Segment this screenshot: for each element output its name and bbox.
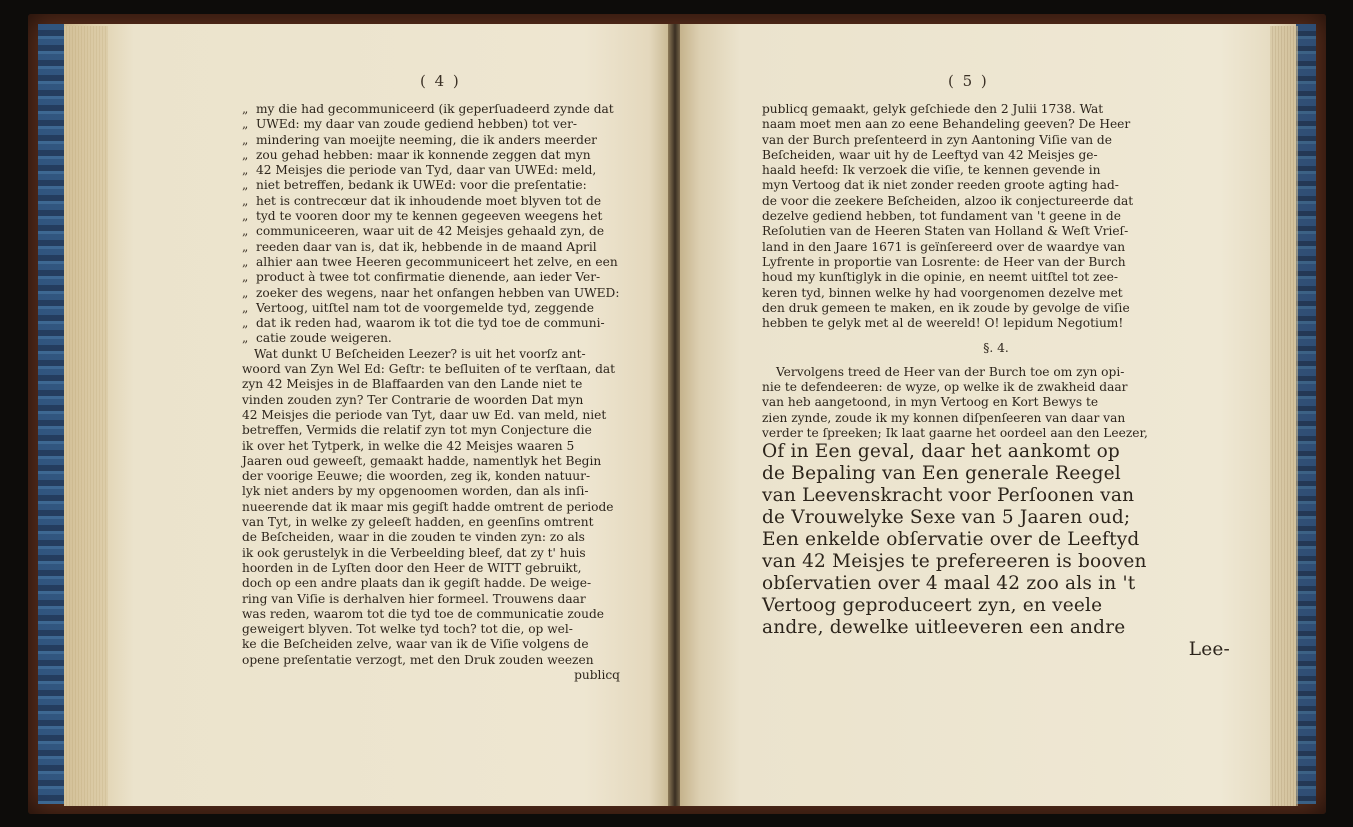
- text-line: haald heefd: Ik verzoek die viſie, te kennen gevende in: [762, 163, 1101, 178]
- quote-mark: „: [242, 270, 249, 285]
- text-line: [242, 607, 620, 622]
- quote-mark: „: [242, 285, 249, 300]
- text-line: [242, 331, 620, 346]
- quote-mark: „: [242, 163, 249, 178]
- line-text: publicq: [574, 667, 620, 682]
- text-line: keren tyd, binnen welke hy had voorgenomen dezelve met: [762, 285, 1123, 300]
- text-line: dezelve gediend hebben, tot fundament van 't geene in de: [762, 209, 1121, 224]
- text-line: de Vrouwelyke Sexe van 5 Jaaren oud;: [762, 507, 1131, 529]
- line-text: ring van Viſie is derhalven hier formeel. Trouwens daar: [242, 591, 586, 606]
- text-line: [242, 561, 620, 576]
- text-line: van der Burch preſenteerd in zyn Aantoning Viſie van de: [762, 132, 1112, 147]
- line-text: was reden, waarom tot die tyd toe de communicatie zoude: [242, 606, 604, 621]
- text-line: [242, 469, 620, 484]
- text-line: zien zynde, zoude ik my konnen diſpenſeeren van daar van: [762, 410, 1126, 425]
- quote-mark: „: [242, 147, 249, 162]
- line-text: communiceeren, waar uit de 42 Meisjes gehaald zyn, de: [256, 224, 605, 239]
- text-line: [242, 209, 620, 224]
- left-page-text: [242, 102, 620, 683]
- text-line: publicq gemaakt, gelyk geſchiede den 2 Julii 1738. Wat: [762, 102, 1104, 116]
- line-text: betreffen, Vermids die relatif zyn tot myn Conjecture die: [242, 423, 592, 438]
- quote-mark: „: [242, 239, 249, 254]
- line-text: Jaaren oud geweeſt, gemaakt hadde, namentlyk het Begin: [242, 453, 602, 468]
- catchword: Lee-: [1188, 639, 1230, 661]
- text-line: houd my kunſtiglyk in die opinie, en neemt uitſtel tot zee-: [762, 270, 1118, 285]
- line-text: vinden zouden zyn? Ter Contrarie de woorden Dat myn: [242, 392, 584, 407]
- text-line: [242, 454, 620, 469]
- line-text: my die had gecommuniceerd (ik geperſuadeerd zynde dat: [256, 102, 614, 116]
- text-line: [242, 148, 620, 163]
- line-text: nueerende dat ik maar mis gegiſt hadde omtrent de periode: [242, 499, 614, 514]
- left-page: [64, 24, 670, 806]
- text-line: [242, 163, 620, 178]
- text-line: hebben te gelyk met al de weereld! O! lepidum Negotium!: [762, 316, 1124, 331]
- line-text: catie zoude weigeren.: [256, 331, 392, 346]
- text-line: [242, 270, 620, 285]
- quote-mark: „: [242, 224, 249, 239]
- page-edges-left: [64, 26, 108, 806]
- line-text: dat ik reden had, waarom ik tot die tyd toe de communi-: [256, 316, 605, 331]
- text-line: van Leevenskracht voor Perſoonen van: [762, 485, 1135, 507]
- paragraph: [762, 365, 1230, 441]
- line-text: van Tyt, in welke zy geleeſt hadden, en geenſins omtrent: [242, 515, 594, 530]
- text-line: de Bepaling van Een generale Reegel: [762, 463, 1121, 485]
- text-line: Reſolutien van de Heeren Staten van Holland & Weſt Vrieſ-: [762, 224, 1129, 239]
- paragraph: [762, 102, 1230, 331]
- quote-mark: „: [242, 331, 249, 346]
- line-text: ik over het Tytperk, in welke die 42 Meisjes waaren 5: [242, 438, 575, 453]
- large-type-paragraph: [762, 441, 1230, 639]
- text-line: [242, 500, 620, 515]
- text-line: [242, 592, 620, 607]
- text-line: [242, 393, 620, 408]
- text-line: Een enkelde obſervatie over de Leeftyd: [762, 529, 1140, 551]
- text-line: [242, 194, 620, 209]
- text-line: land in den Jaare 1671 is geïnſereerd over de waardye van: [762, 239, 1126, 254]
- text-line: [242, 423, 620, 438]
- line-text: UWEd: my daar van zoude gediend hebben) tot ver-: [256, 117, 578, 132]
- quote-mark: „: [242, 300, 249, 315]
- text-line: obſervatien over 4 maal 42 zoo als in 't: [762, 573, 1136, 595]
- line-text: de Beſcheiden, waar in die zouden te vinden zyn: zo als: [242, 530, 585, 545]
- quote-mark: „: [242, 254, 249, 269]
- text-line: [242, 224, 620, 239]
- text-line: [242, 117, 620, 132]
- text-line: [242, 622, 620, 637]
- line-text: niet betreffen, bedank ik UWEd: voor die preſentatie:: [256, 178, 587, 193]
- text-line: [242, 408, 620, 423]
- line-text: zou gehad hebben: maar ik konnende zeggen dat myn: [256, 147, 591, 162]
- quote-mark: „: [242, 209, 249, 224]
- line-text: doch op een andre plaats dan ik gegiſt hadde. De weige-: [242, 576, 592, 591]
- text-line: nie te defendeeren: de wyze, op welke ik de zwakheid daar: [762, 380, 1128, 395]
- text-line: Vervolgens treed de Heer van der Burch toe om zyn opi-: [776, 364, 1125, 379]
- text-line: [242, 240, 620, 255]
- text-line: [242, 178, 620, 193]
- text-line: van heb aangetoond, in myn Vertoog en Kort Bewys te: [762, 395, 1099, 410]
- line-text: tyd te vooren door my te kennen gegeeven weegens het: [256, 209, 603, 224]
- cover-marbled-edge-left: [38, 24, 64, 804]
- text-line: andre, dewelke uitleeveren een andre: [762, 617, 1126, 639]
- line-text: woord van Zyn Wel Ed: Geſtr: te beſluiten of te verſtaan, dat: [242, 362, 616, 377]
- text-line: Lyfrente in proportie van Losrente: de Heer van der Burch: [762, 254, 1126, 269]
- text-line: Of in Een geval, daar het aankomt op: [762, 441, 1120, 463]
- line-text: het is contrecœur dat ik inhoudende moet blyven tot de: [256, 193, 602, 208]
- text-line: [242, 439, 620, 454]
- section-mark: §. 4.: [983, 341, 1009, 356]
- text-line: [242, 515, 620, 530]
- line-text: reeden daar van is, dat ik, hebbende in de maand April: [256, 239, 597, 254]
- text-line: [242, 637, 620, 652]
- text-line: [242, 576, 620, 591]
- text-line: den druk gemeen te maken, en ik zoude by gevolge de viſie: [762, 300, 1130, 315]
- line-text: ke die Beſcheiden zelve, waar van ik de Viſie volgens de: [242, 637, 589, 652]
- text-line: Beſcheiden, waar uit hy de Leeftyd van 42 Meisjes ge-: [762, 147, 1098, 162]
- text-line: [242, 286, 620, 301]
- text-line: [242, 377, 620, 392]
- line-text: ik ook gerustelyk in die Verbeelding bleef, dat zy t' huis: [242, 545, 586, 560]
- line-text: Wat dunkt U Beſcheiden Leezer? is uit het voorſz ant-: [254, 346, 586, 361]
- text-line: verder te ſpreeken; Ik laat gaarne het oordeel aan den Leezer,: [762, 425, 1148, 440]
- text-line: Vertoog geproduceert zyn, en veele: [762, 595, 1103, 617]
- line-text: Vertoog, uitſtel nam tot de voorgemelde tyd, zeggende: [256, 300, 594, 315]
- line-text: product à twee tot confirmatie dienende, aan ieder Ver-: [256, 270, 601, 285]
- right-page: [680, 24, 1296, 806]
- quote-mark: „: [242, 193, 249, 208]
- line-text: alhier aan twee Heeren gecommuniceert het zelve, en een: [256, 254, 618, 269]
- text-line: myn Vertoog dat ik niet zonder reeden groote agting had-: [762, 178, 1119, 193]
- line-text: geweigert blyven. Tot welke tyd toch? tot die, op wel-: [242, 622, 573, 637]
- quote-mark: „: [242, 132, 249, 147]
- text-line: [242, 255, 620, 270]
- text-line: [242, 668, 620, 683]
- text-line: van 42 Meisjes te prefereeren is booven: [762, 551, 1147, 573]
- text-line: [242, 484, 620, 499]
- quote-mark: „: [242, 102, 249, 116]
- line-text: zoeker des wegens, naar het onfangen hebben van UWED:: [256, 285, 620, 300]
- cover-marbled-edge-right: [1296, 24, 1316, 804]
- line-text: 42 Meisjes die periode van Tyt, daar uw Ed. van meld, niet: [242, 407, 607, 422]
- line-text: hoorden in de Lyſten door den Heer de WITT gebruikt,: [242, 560, 582, 575]
- line-text: 42 Meisjes die periode van Tyd, daar van UWEd: meld,: [256, 163, 597, 178]
- text-line: [242, 347, 620, 362]
- quote-mark: „: [242, 117, 249, 132]
- quote-mark: „: [242, 316, 249, 331]
- page-number: ( 5 ): [948, 72, 989, 90]
- text-line: [242, 653, 620, 668]
- text-line: [242, 362, 620, 377]
- text-line: naam moet men aan zo eene Behandeling geeven? De Heer: [762, 117, 1131, 132]
- text-line: de voor die zeekere Beſcheiden, alzoo ik conjectureerde dat: [762, 193, 1134, 208]
- page-number: ( 4 ): [420, 72, 461, 90]
- line-text: mindering van moeijte neeming, die ik anders meerder: [256, 132, 598, 147]
- line-text: opene preſentatie verzogt, met den Druk zouden weezen: [242, 652, 594, 667]
- text-line: [242, 316, 620, 331]
- right-page-text: [762, 102, 1230, 661]
- line-text: der voorige Eeuwe; die woorden, zeg ik, konden natuur-: [242, 469, 591, 484]
- text-line: [242, 301, 620, 316]
- text-line: [242, 530, 620, 545]
- line-text: lyk niet anders by my opgenoomen worden, dan als inſi-: [242, 484, 589, 499]
- quote-mark: „: [242, 178, 249, 193]
- page-edges-right: [1270, 26, 1298, 806]
- line-text: zyn 42 Meisjes in de Blaffaarden van den Lande niet te: [242, 377, 583, 392]
- text-line: [242, 546, 620, 561]
- text-line: [242, 133, 620, 148]
- text-line: [242, 102, 620, 117]
